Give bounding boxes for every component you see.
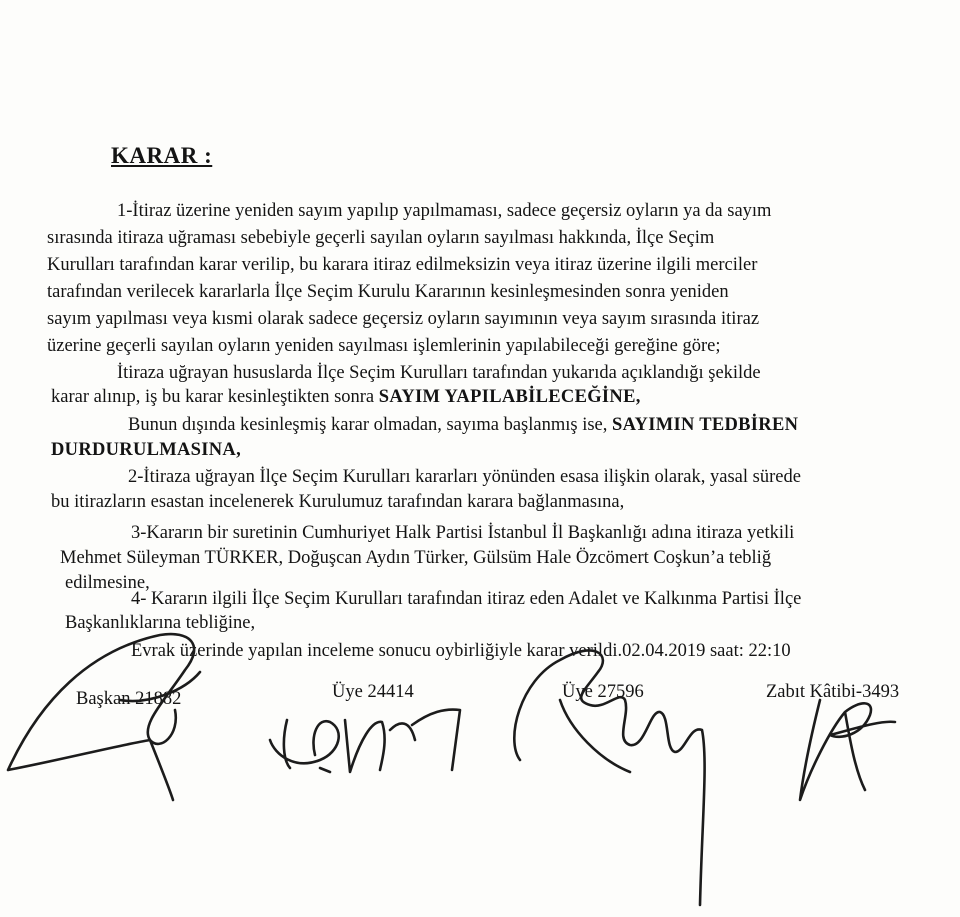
paragraph-line-9 [128,416,798,435]
paragraph-line-7: İtiraza uğrayan hususlarda İlçe Seçim Kurulları tarafından yukarıda açıklandığı şekilde [117,363,761,383]
signature-label-uye-1: Üye 24414 [332,682,414,702]
paragraph-line-3: Kurulları tarafından karar verilip, bu karara itiraz edilmeksizin veya itiraz üzerine ilgili merciler [47,255,758,275]
paragraph-line-12: bu itirazların esastan incelenerek Kurulumuz tarafından karara bağlanmasına, [51,492,625,512]
paragraph-line-13: 3-Kararın bir suretinin Cumhuriyet Halk Partisi İstanbul İl Başkanlığı adına itiraza yetkili [131,523,795,543]
paragraph-line-6: üzerine geçerli sayılan oyların yeniden sayılması işlemlerinin yapılabileceği gereğine göre; [47,336,721,356]
paragraph-line-5: sayım yapılması veya kısmi olarak sadece geçersiz oyların sayımının veya sayım sırasında itiraz [47,309,760,329]
paragraph-line-10 [51,441,241,460]
signature-uye-1 [270,710,460,772]
signature-zabit-katibi [800,700,895,800]
paragraph-line-1: 1-İtiraz üzerine yeniden sayım yapılıp yapılmaması, sadece geçersiz oyların ya da sayım [117,201,772,221]
paragraph-line-16: 4- Kararın ilgili İlçe Seçim Kurulları tarafından itiraz eden Adalet ve Kalkınma Partisi İlçe [131,589,802,609]
paragraph-line-4: tarafından verilecek kararlarla İlçe Seçim Kurulu Kararının kesinleşmesinden sonra yeniden [47,282,729,302]
bold-durdurulmasina: DURDURULMASINA, [51,440,242,460]
paragraph-line-2: sırasında itiraza uğraması sebebiyle geçerli sayılan oyların sayılması hakkında, İlçe Seçim [47,228,715,248]
paragraph-line-14: Mehmet Süleyman TÜRKER, Doğuşcan Aydın Türker, Gülsüm Hale Özcömert Coşkun’a tebliğ [60,548,772,568]
line-8-text: karar alınıp, iş bu karar kesinleştikten sonra [51,387,375,407]
bold-sayim-yapilabilecegine: SAYIM YAPILABİLECEĞİNE, [378,387,641,407]
paragraph-line-11: 2-İtiraza uğrayan İlçe Seçim Kurulları kararları yönünden esasa ilişkin olarak, yasal sürede [128,467,801,487]
page-title: KARAR : [111,143,213,168]
paragraph-line-8 [51,388,641,407]
signature-label-uye-2: Üye 27596 [562,682,644,702]
paragraph-line-15: edilmesine, [65,573,150,593]
paragraph-line-17: Başkanlıklarına tebliğine, [65,613,256,633]
paragraph-line-18: Evrak üzerinde yapılan inceleme sonucu oybirliğiyle karar verildi.02.04.2019 saat: 22:10 [131,641,791,661]
signature-label-zabit-katibi: Zabıt Kâtibi-3493 [766,682,900,702]
signature-label-baskan: Başkan 21882 [76,689,182,709]
bold-sayimin-tedbiren: SAYIMIN TEDBİREN [612,415,799,435]
line-9-text: Bunun dışında kesinleşmiş karar olmadan, sayıma başlanmış ise, [128,415,608,435]
